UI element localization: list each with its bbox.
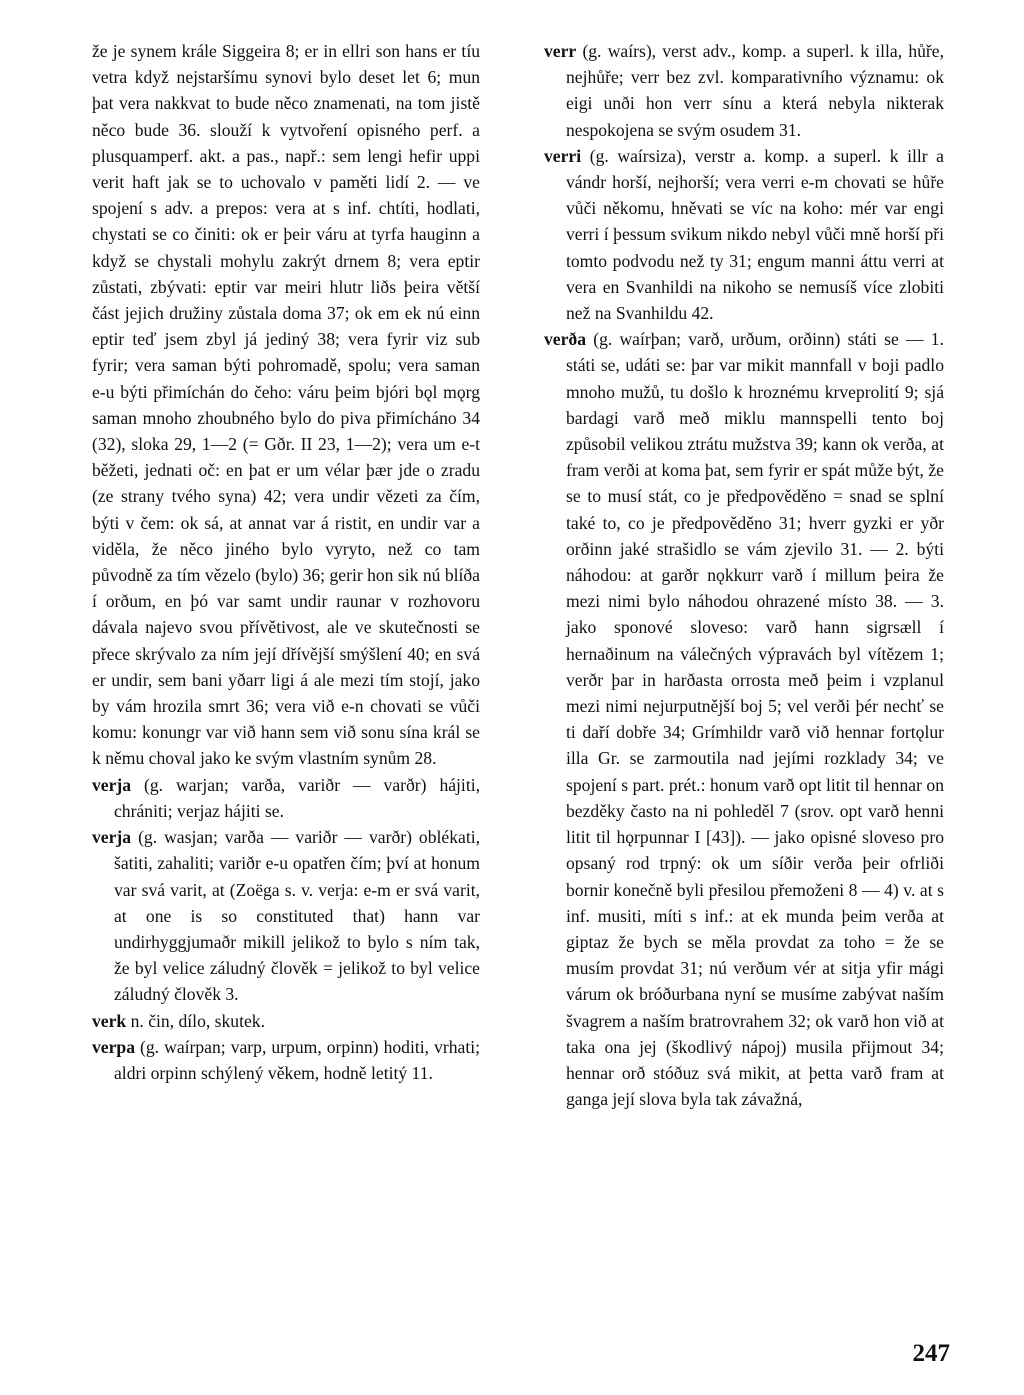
entry-verja-1 [92,772,480,824]
entry-verri [544,143,944,326]
entry-verpa [92,1034,480,1086]
headword: verr [544,41,577,61]
entry-text: n. čin, dílo, skutek. [130,1010,265,1031]
headword: verpa [92,1036,135,1057]
headword: verja [92,774,132,795]
right-column [544,38,944,1112]
entry-verda [544,326,944,1112]
continuation-paragraph: že je synem krále Siggeira 8; er in ellri son hans er tíu vetra když nejstaršímu synovi bylo deset let 6; mun þat vera nakkvat to bude něco znamenati, na tom jistě něco bude 36. slouží k vytvoření opisného perf. a plusquamperf. akt. a pas., např.: sem lengi hefir uppi verit haft jak se to uchovalo v paměti lidí 2. — ve spojení s adv. a prepos: vera at s inf. chtíti, hodlati, chystati se co činiti: ok er þeir váru at tyrfa hauginn a když se chystali mohylu zakrýt drnem 8; vera eptir zůstati, zbývati: eptir var meiri hlutr liðs þeira větší část jejich družiny zůstala doma 37; ok em ek nú einn eptir teď jsem zbyl já jediný 38; vera fyrir viz sub fyrir; vera saman býti pohromadě, spolu; vera saman e-u býti přimíchán do čeho: váru þeim bjóri bǫl mǫrg saman mnoho zhoubného bylo do piva přimícháno 34 (32), sloka 29, 1—2 (= Gðr. II 23, 1—2); vera um e-t běžeti, jednati oč: en þat er um vélar þær jde o zradu (ze strany tvého syna) 42; vera undir vězeti za čím, býti v čem: ok sá, at annat var á ristit, en undir var a viděla, že něco jiného bylo vyryto, než co tam původně za tím vězelo (bylo) 36; gerir hon sik nú blíða í orðum, en þó var samt undir raunar v rozhovoru dávala najevo svou přívětivost, ale ve skutečnosti se přece skrývalo za ním její dřívější smýšlení 40; en svá er undir, sem bani yðarr ligi á ale mezi tím stojí, jako by vám hrozila smrt 36; vera við e-n chovati se vůči komu: konungr var við hann sem við sonu sína král se k němu choval jako ke svým vlastním synům 28. [92,41,480,769]
entry-text: (g. waírsiza), verstr a. komp. a superl. k illr a vándr horší, nejhorší; vera verri e-m chovati se hůře vůči někomu, hněvati se víc na koho: mér var engi verri í þessum svikum nikdo nebyl vůči mně horší při tomto podvodu než ty 31; engum manni áttu verri at vera en Svanhildi na nikoho se nemusíš více zlobiti než na Svanhildu 42. [566,145,944,324]
entry-text: (g. waírþan; varð, urðum, orðinn) státi se — 1. státi se, udáti se: þar var mikit mannfall v boji padlo mnoho mužů, tu došlo k hroznému krveprolití 9; sjá bardagi varð með miklu mannspelli tento boj způsobil velikou ztrátu mužstva 39; kann ok verða, at fram verði at koma þat, sem fyrir er spát může být, že se to musí stát, co je předpověděno = snad se splní také to, co je předpověděno 31; hverr gyzki er yðr orðinn jaké strašidlo se vám zjevilo 31. — 2. býti náhodou: at garðr nǫkkurr varð í millum þeira že mezi nimi bylo náhodou ohrazené místo 38. — 3. jako sponové sloveso: varð hann sigrsæll í hernaðinum na válečných výpravách byl vítězem 1; verðr þar in harðasta orrosta með þeim i vzplanul mezi nimi nejurputnější boj 5; vel verði þér nechť se ti daří dobře 34; Grímhildr varð við hennar fortǫlur illa Gr. se zarmoutila nad jejími rozklady 34; ve spojení s part. prét.: honum varð opt litit til hennar on bezděky často na ni pohleděl 7 (srov. opt varð henni litit til hǫrpunnar I [43]). — jako opisné sloveso pro opsaný rod trpný: ok um síðir verða þeir ofrliði bornir konečně byli přesilou přemoženi 8 — 4) v. at s inf. musiti, míti s inf.: at ek munda þeim verða at giptaz že bych se měla provdat za toho = že se musím provdat 31; nú verðum vér at sitja yfir mági várum ok bróðurbana nyní se musíme zabývat naším švagrem a naším bratrovrahem 32; ok varð hon við at taka ona jej (škodlivý nápoj) musila přijmout 34; hennar orð stóðuz svá mikit, at þetta varð fram at ganga její slova byla tak závažná, [566,329,944,1110]
headword: verja [92,827,132,848]
left-column [92,38,480,1086]
entry-verk [92,1008,480,1034]
page-number: 247 [912,1340,950,1367]
entry-text: (g. waírpan; varp, urpum, orpinn) hoditi, vrhati; aldri orpinn schýlený věkem, hodně letitý 11. [114,1036,480,1083]
entry-verr [544,38,944,143]
entry-text: (g. waírs), verst adv., komp. a superl. k illa, hůře, nejhůře; verr bez zvl. komparativního významu: ok eigi unði hon verr sínu a která nebyla nikterak nespokojena se svým osudem 31. [566,41,944,140]
headword: verri [544,145,582,166]
entry-text: (g. wasjan; varða — variðr — varðr) oblékati, šatiti, zahaliti; variðr e-u opatřen čím; því at honum var svá varit, at (Zoëga s. v. verja: e-m er svá varit, at one is so constituted that) hann var undirhyggjumaðr mikill jelikož to bylo s ním tak, že byl velice záludný člověk = jelikož to byl velice záludný člověk 3. [114,827,480,1005]
headword: verk [92,1010,127,1031]
headword: verða [544,329,587,350]
entry-verja-2 [92,824,480,1007]
entry-text: (g. warjan; varða, variðr — varðr) hájiti, chrániti; verjaz hájiti se. [114,774,480,821]
